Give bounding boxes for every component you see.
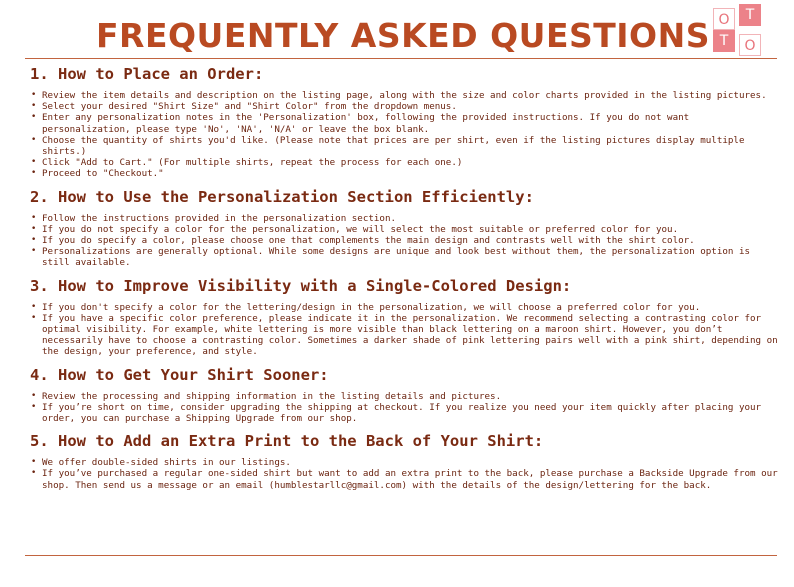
faq-section-back-print (30, 429, 778, 491)
section-heading: 5. How to Add an Extra Print to the Back of Your Shirt: (30, 432, 544, 451)
section-heading: 2. How to Use the Personalization Section Efficiently: (30, 187, 534, 206)
bullet-icon: • (31, 168, 37, 179)
bullet-list (30, 213, 778, 269)
logo-letter: O (713, 8, 735, 30)
bullet-list (30, 391, 778, 425)
bullet-list (30, 302, 778, 358)
bullet-icon: • (31, 468, 37, 479)
bullet-icon: • (31, 457, 37, 468)
bullet-icon: • (31, 301, 37, 312)
faq-section-visibility (30, 274, 778, 358)
bullet-icon: • (31, 390, 37, 401)
logo-letter: T (713, 30, 735, 52)
section-heading: 1. How to Place an Order: (30, 65, 264, 83)
faq-section-place-order (30, 62, 778, 180)
bullet-icon: • (31, 223, 37, 234)
faq-section-personalization (30, 185, 778, 269)
bullet-icon: • (31, 157, 37, 168)
faq-content (30, 62, 778, 496)
list-item: • We offer double-sided shirts in our listings. (31, 457, 291, 469)
list-item: • If you’ve purchased a regular one-sided shirt but want to add an extra print to the back, please purchase a Backside Upgrade from our shop. Then send us a message or an email (humblestarllc@gmail.com) with the details of the design/lettering for the back. (31, 468, 778, 491)
list-item: • Review the item details and description on the listing page, along with the size and color charts provided in the listing pictures. (31, 90, 767, 101)
bullet-icon: • (31, 134, 37, 145)
bullet-icon: • (31, 90, 37, 100)
list-item: • Review the processing and shipping information in the listing details and pictures. (31, 390, 502, 402)
list-item: • If you’re short on time, consider upgrading the shipping at checkout. If you realize you need your item quickly after placing your order, you can purchase a Shipping Upgrade from our shop. (31, 401, 762, 425)
section-heading: 4. How to Get Your Shirt Sooner: (30, 365, 329, 384)
logo-letter: O (739, 34, 761, 56)
faq-section-shipping (30, 363, 778, 425)
otto-logo (713, 4, 763, 56)
list-item: • Proceed to "Checkout." (31, 168, 164, 180)
logo-letter: T (739, 4, 761, 26)
section-heading: 3. How to Improve Visibility with a Single-Colored Design: (30, 276, 572, 295)
top-divider (25, 58, 777, 59)
list-item: • Choose the quantity of shirts you'd like. (Please note that prices are per shirt, even if the listing pictures display multiple shirts.) (31, 134, 745, 158)
bullet-icon: • (31, 312, 37, 323)
list-item: • Enter any personalization notes in the 'Personalization' box, following the provided instructions. If you do not want personalization, please type 'No', 'NA', 'N/A' or leave the box blank. (31, 112, 690, 135)
list-item: • Click "Add to Cart." (For multiple shirts, repeat the process for each one.) (31, 157, 463, 169)
list-item: • Select your desired "Shirt Size" and "Shirt Color" from the dropdown menus. (31, 101, 457, 113)
bullet-icon: • (31, 246, 37, 257)
list-item: • Follow the instructions provided in the personalization section. (31, 212, 397, 224)
list-item: • Personalizations are generally optional. While some designs are unique and look best without them, the personalization option is still available. (31, 246, 751, 269)
page-title: FREQUENTLY ASKED QUESTIONS (96, 16, 710, 55)
list-item: • If you have a specific color preference, please indicate it in the personalization. We recommend selecting a contrasting color for optimal visibility. For example, white lettering is more visible than black lettering on a maroon shirt. However, you don’t necessarily have to choose a contrasting color. Sometimes a darker shade of pink lettering pairs well with a pink shirt, depending on the design, your preference, and style. (31, 312, 778, 358)
bullet-list (30, 457, 778, 491)
bullet-icon: • (31, 101, 37, 112)
bullet-icon: • (31, 112, 37, 123)
bullet-icon: • (31, 401, 37, 412)
bottom-divider (25, 555, 777, 556)
list-item: • If you do not specify a color for the personalization, we will select the most suitable or preferred color for you. (31, 223, 679, 235)
bullet-icon: • (31, 212, 37, 223)
list-item: • If you do specify a color, please choose one that complements the main design and contrasts well with the shirt color. (31, 235, 695, 247)
list-item: • If you don't specify a color for the lettering/design in the personalization, we will choose a preferred color for you. (31, 301, 701, 313)
bullet-icon: • (31, 235, 37, 246)
bullet-list (30, 90, 778, 180)
